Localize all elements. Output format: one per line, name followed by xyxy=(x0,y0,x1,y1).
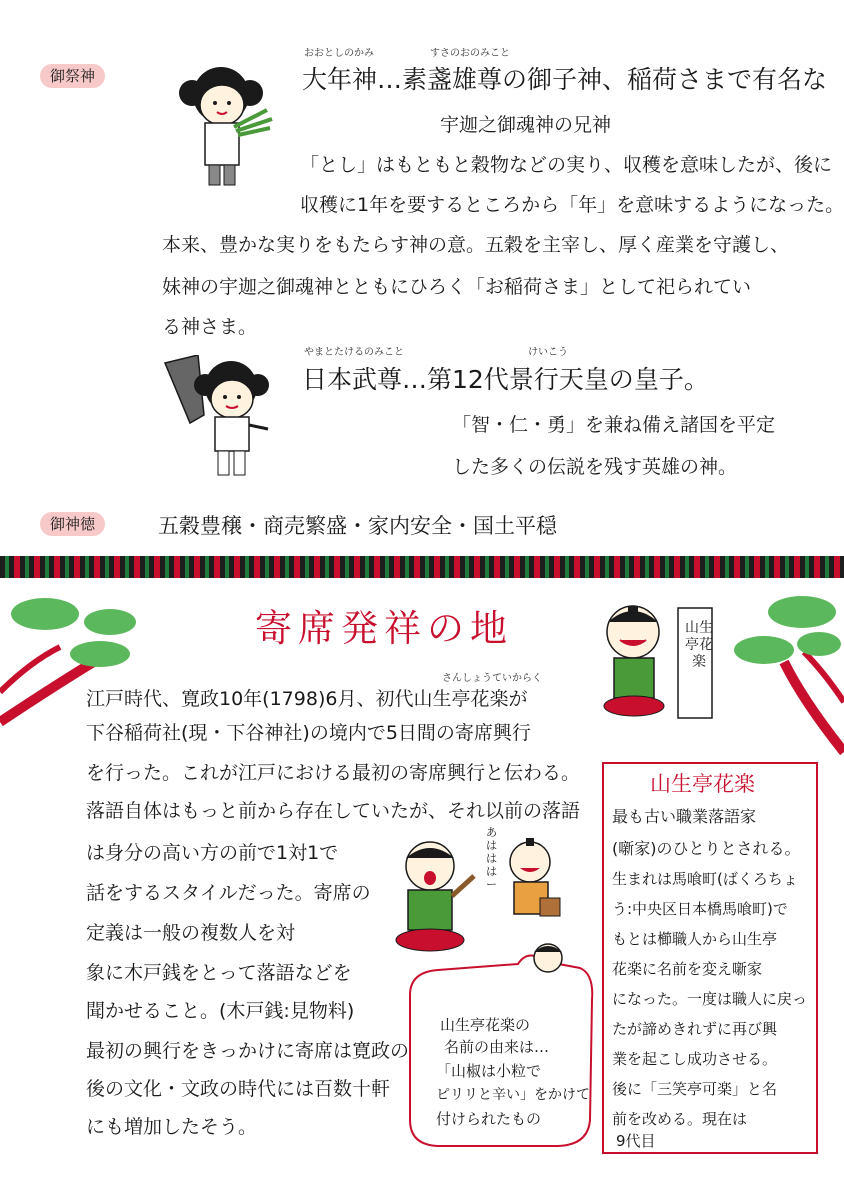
karaku-line-10: 後に「三笑亭可楽」と名 xyxy=(612,1080,778,1098)
yose-body-5: は身分の高い方の前で1対1で xyxy=(86,842,339,864)
yose-title: 寄席発祥の地 xyxy=(255,607,513,650)
karaku-ruby: さんしょうていからく xyxy=(442,673,542,684)
karaku-line-5: もとは櫛職人から山生亭 xyxy=(612,930,778,948)
susanoo-ruby: すさのおのみこと xyxy=(430,48,510,59)
yose-body-1: 江戸時代、寛政10年(1798)6月、初代山生亭花楽が xyxy=(86,688,528,710)
otoshi-ruby: おおとしのかみ xyxy=(304,48,374,59)
yose-body-11: 後の文化・文政の時代には百数十軒 xyxy=(86,1078,391,1100)
karaku-line-6: 花楽に名前を変え噺家 xyxy=(612,960,763,978)
keiko-ruby: けいこう xyxy=(528,347,568,358)
bubble-line-1: 山生亭花楽の xyxy=(440,1016,531,1034)
saijin-tag: 御祭神 xyxy=(40,64,105,88)
karaku-box-title: 山生亭花楽 xyxy=(650,772,755,796)
bubble-line-2: 名前の由来は… xyxy=(444,1038,550,1056)
karaku-line-8: たが諦めきれずに再び興 xyxy=(612,1020,778,1038)
laugh-text: あはははー xyxy=(486,826,497,891)
karaku-line-4: う:中央区日本橋馬喰町)で xyxy=(612,900,788,918)
otoshi-desc-2: 収穫に1年を要するところから「年」を意味するようになった。 xyxy=(300,194,844,216)
otoshi-desc-4: 妹神の宇迦之御魂神とともにひろく「お稲荷さま」として祀られてい xyxy=(162,276,752,298)
yamato-name-line: 日本武尊…第12代景行天皇の皇子。 xyxy=(302,365,709,394)
yose-body-9: 聞かせること。(木戸銭:見物料) xyxy=(86,1000,355,1022)
otoshi-name-line: 大年神…素盞雄尊の御子神、稲荷さまで有名な xyxy=(302,65,828,94)
yose-body-7: 定義は一般の複数人を対 xyxy=(86,922,296,944)
yose-body-6: 話をするスタイルだった。寄席の xyxy=(86,882,371,904)
yamato-character-illustration xyxy=(160,355,280,485)
pine-tree-right-icon xyxy=(724,592,844,762)
karaku-line-12: 9代目 xyxy=(616,1132,656,1150)
yose-body-12: にも増加したそう。 xyxy=(86,1116,258,1138)
yose-body-4: 落語自体はもっと前から存在していたが、それ以前の落語 xyxy=(86,800,581,822)
otoshi-desc-3: 本来、豊かな実りをもたらす神の意。五穀を主宰し、厚く産業を守護し、 xyxy=(162,234,790,256)
yamato-desc-2: した多くの伝説を残す英雄の神。 xyxy=(452,456,738,478)
karaku-line-9: 業を起こし成功させる。 xyxy=(612,1050,778,1068)
otoshi-desc-5: る神さま。 xyxy=(162,316,258,338)
bubble-line-4: ピリリと辛い」をかけて xyxy=(436,1087,590,1103)
karaku-line-1: 最も古い職業落語家 xyxy=(612,807,757,826)
karaku-line-2: (噺家)のひとりとされる。 xyxy=(612,839,801,858)
yose-body-8: 象に木戸銭をとって落語などを xyxy=(86,962,352,984)
karaku-banner: 山生亭花楽 xyxy=(685,620,713,670)
otoshi-desc-1: 「とし」はもともと穀物などの実り、収穫を意味したが、後に xyxy=(300,154,833,176)
karaku-line-11: 前を改める。現在は xyxy=(612,1110,748,1128)
pine-tree-left-icon xyxy=(0,592,150,732)
yamato-desc-1: 「智・仁・勇」を兼ね備え諸国を平定 xyxy=(452,414,776,436)
yose-body-3: を行った。これが江戸における最初の寄席興行と伝わる。 xyxy=(86,762,581,784)
karaku-line-7: になった。一度は職人に戻っ xyxy=(612,990,808,1008)
shintoku-tag: 御神徳 xyxy=(40,512,105,536)
virtues-text: 五穀豊穣・商売繁盛・家内安全・国土平穏 xyxy=(158,514,557,538)
yamato-ruby: やまとたけるのみこと xyxy=(304,347,404,358)
karaku-line-3: 生まれは馬喰町(ばくろちょ xyxy=(612,870,798,888)
bubble-line-5: 付けられたもの xyxy=(436,1110,542,1128)
otoshi-line2: 宇迦之御魂神の兄神 xyxy=(440,114,612,136)
otoshi-character-illustration xyxy=(172,55,287,190)
yose-body-2: 下谷稲荷社(現・下谷神社)の境内で5日間の寄席興行 xyxy=(86,722,531,744)
bubble-line-3: 「山椒は小粒で xyxy=(436,1062,542,1080)
decorative-stripe xyxy=(0,556,844,578)
yose-body-10: 最初の興行をきっかけに寄席は寛政の xyxy=(86,1040,410,1062)
